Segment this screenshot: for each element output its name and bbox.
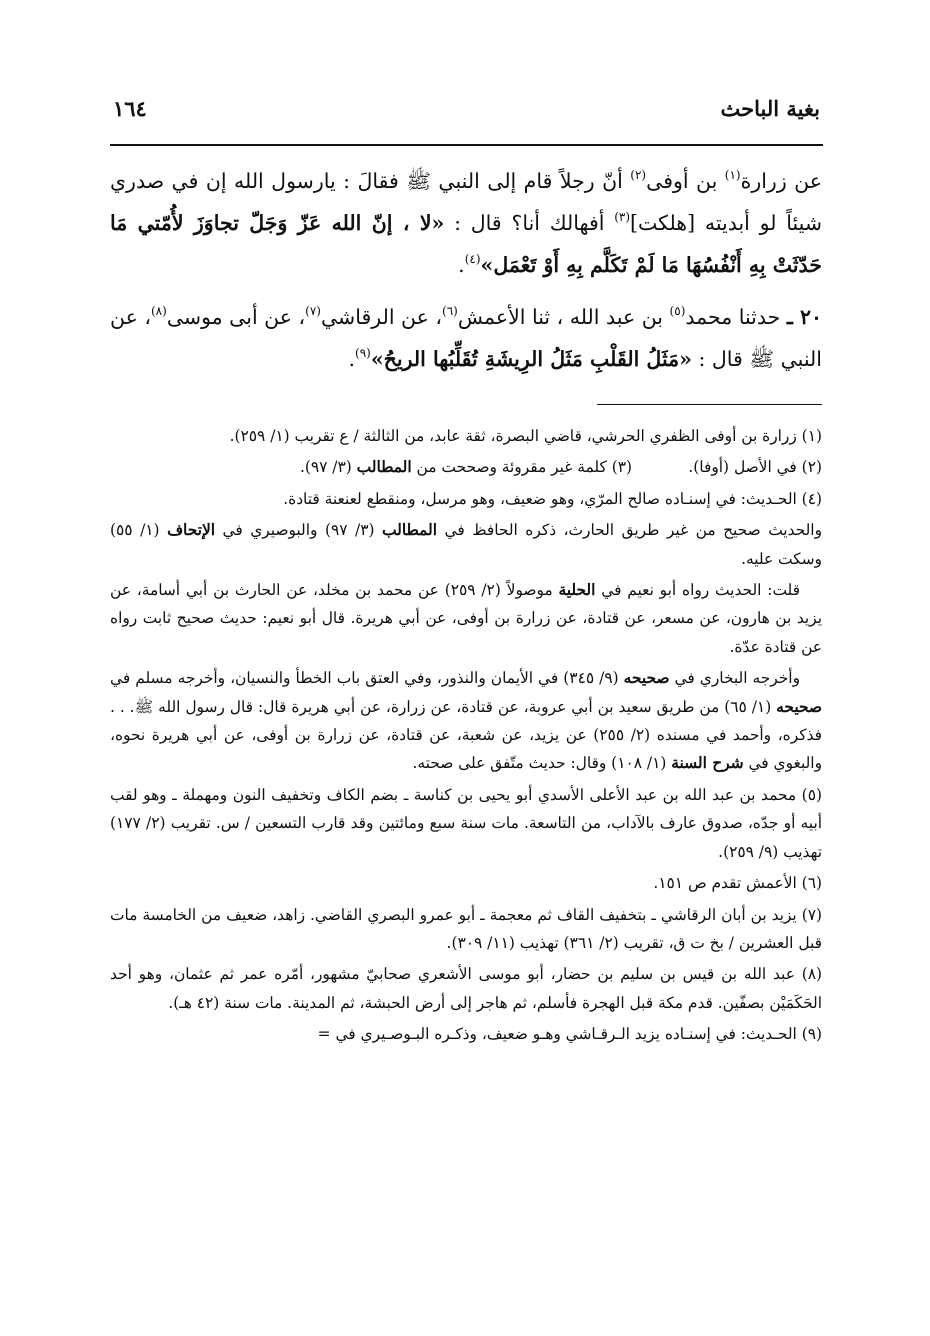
footnote-3 [110,453,632,481]
footnote-4-note [110,576,822,661]
footnote-5: (٥) محمد بن عبد الله بن عبد الأعلى الأسدي أبو يحيى بن كناسة ـ بضم الكاف وتخفيف النون ومهملة ـ وهو لقب أبيه أو جدّه، صدوق عارف بالآداب، من التاسعة. مات سنة سبع ومائتين وقد قارب التسعين / س. تقريب (٢/ ١٧٧) تهذيب (٩/ ٢٥٩). [110,785,823,861]
footnote-ref[interactable]: (٤) [464,252,481,266]
text-span: (٩/ ٣٤٥) في الأيمان والنذور، وفي العتق باب الخطأ والنسيان، وأخرجه مسلم في [110,669,624,688]
footnote-ref[interactable]: (٣) [614,210,631,224]
footnote-2: (٢) في الأصل (أوفا). [688,458,822,477]
footnote-ref[interactable]: (٧) [305,304,321,318]
footnote-ref[interactable]: (٩) [355,346,371,360]
text-span: . [458,253,465,277]
footnote-4: (٤) الحـديث: في إسنـاده صالح المرّي، وهو ضعيف، وهو مرسل، ومنقطع لعنعنة قتادة. [283,489,822,508]
footnote-8: (٨) عبد الله بن قيس بن سليم بن حضار، أبو موسى الأشعري صحابيّ مشهور، أمّره عمر ثم عثمان، وهو أحد الحَكَمَيْن بصفّين. قدم مكة قبل الهجرة فأسلم، ثم هاجر إلى أرض الحبشة، ثم المدينة. مات سنة (٤٢ هـ). [110,965,822,1012]
text-span: (١/ ٦٥) من طريق سعيد بن أبي عروبة، عن قتادة، عن زرارة، عن أبي هريرة قال: قال رسول الله ﷺ. . . فذكره، وأحمد في مسنده (٢/ ٢٥٥) عن يزيد، عن شعبة، عن قتادة، عن زرارة بن أوفى، عن أبي هريرة نحوه، والبغوي في [110,697,823,773]
text-span: (٣) كلمة غير مقروئة وصححت من [411,458,632,477]
footnote-1: (١) زرارة بن أوفى الظفري الحرشي، قاضي البصرة، ثقة عابد، من الثالثة / ع تقريب (١/ ٢٥٩). [229,427,822,445]
hadith-quote: «لا ، إنّ الله عَزّ وَجَلّ تجاوَزَ لأُمّتي مَا حَدّثَتْ بِهِ أَنْفُسُهَا مَا لَمْ تَكَلَّم بِهِ أَوْ تَعْمَل» [110,211,822,277]
text-span: وأخرجه البخاري في [669,669,801,688]
book-ref: صحيحه [776,697,822,716]
footnote-ref[interactable]: (٢) [630,168,647,182]
book-ref: المطالب [382,521,438,540]
text-span: عن زرارة [740,169,822,193]
text-span: قلت: الحديث رواه أبو نعيم في [595,581,801,600]
text-span: موصولاً (٢/ ٢٥٩) عن محمد بن مخلد، عن الحارث بن أبي أسامة، عن يزيد بن هارون، عن مسعر، عن قتادة، عن زرارة بن أوفى، عن أبي هريرة. قال أبو نعيم: حديث صحيح ثابت رواه عن قتادة عدّة. [110,581,822,656]
hadith-paragraph-19 [110,160,822,286]
footnote-ref[interactable]: (٥) [669,304,686,318]
footnote-ref[interactable]: (٨) [150,304,167,318]
text-span: (٣/ ٩٧). [299,458,357,477]
main-text [110,160,822,380]
footnotes [110,422,822,1052]
footnote-divider [597,404,822,405]
footnote-4-cont [110,516,822,573]
hadith-quote: «مَثَلُ القَلْبِ مَثَلُ الرِيشَةِ تُقَلِّبُها الريحُ» [370,347,692,371]
text-span: أفهالك أنا؟ قال : [444,211,615,235]
footnote-4-takhrij [110,664,822,778]
footnote-6: (٦) الأعمش تقدم ص ١٥١. [653,874,822,893]
text-span: ، عن الرقاشي [320,305,443,329]
text-span: حدثنا محمد [685,305,787,329]
text-span: (٣/ ٩٧) والبوصيري في [215,521,383,540]
footnotes-2-3-row [110,453,822,484]
text-span: (١/ ١٠٨) وقال: حديث متّفق على صحته. [412,754,672,773]
book-ref: الحلية [558,581,596,600]
footnote-9: (٩) الحـديث: في إسنـاده يزيد الـرقـاشي وهـو ضعيف، وذكـره البـوصـيري في = [317,1025,822,1044]
text-span: (١/ ٥٥) وسكت عليه. [110,521,822,568]
text-span: أنّ رجلاً قام إلى النبي ﷺ فقالَ : يارسول الله إن في صدري شيئاً لو أبديته [هلكت] [110,169,822,235]
text-span: بن عبد الله ، ثنا الأعمش [457,305,670,329]
text-span: . [348,347,355,371]
text-span: بن أوفى [646,169,725,193]
footnote-ref[interactable]: (١) [724,168,741,182]
text-span: والحديث صحيح من غير طريق الحارث، ذكره الحافظ في [437,521,823,540]
running-head [113,96,820,130]
footnote-ref[interactable]: (٦) [442,304,458,318]
text-span: ، عن أبى موسى [166,305,306,329]
hadith-paragraph-20 [110,296,822,380]
book-ref: المطالب [356,458,412,477]
hadith-number: ٢٠ ـ [786,305,822,329]
book-title: بغية الباحث [720,96,820,121]
footnote-7: (٧) يزيد بن أبان الرقاشي ـ بتخفيف القاف ثم معجمة ـ أبو عمرو البصري القاضي. زاهد، ضعيف من الخامسة مات قبل العشرين / بخ ت ق، تقريب (٢/ ٣٦١) تهذيب (١١/ ٣٠٩). [110,905,822,952]
book-ref: شرح السنة [671,754,744,773]
book-ref: الإتحاف [167,521,215,540]
header-divider [110,144,823,146]
page-number: ١٦٤ [113,96,147,121]
text-span: ، عن النبي ﷺ قال : [110,305,822,371]
book-ref: صحيحه [623,669,670,688]
